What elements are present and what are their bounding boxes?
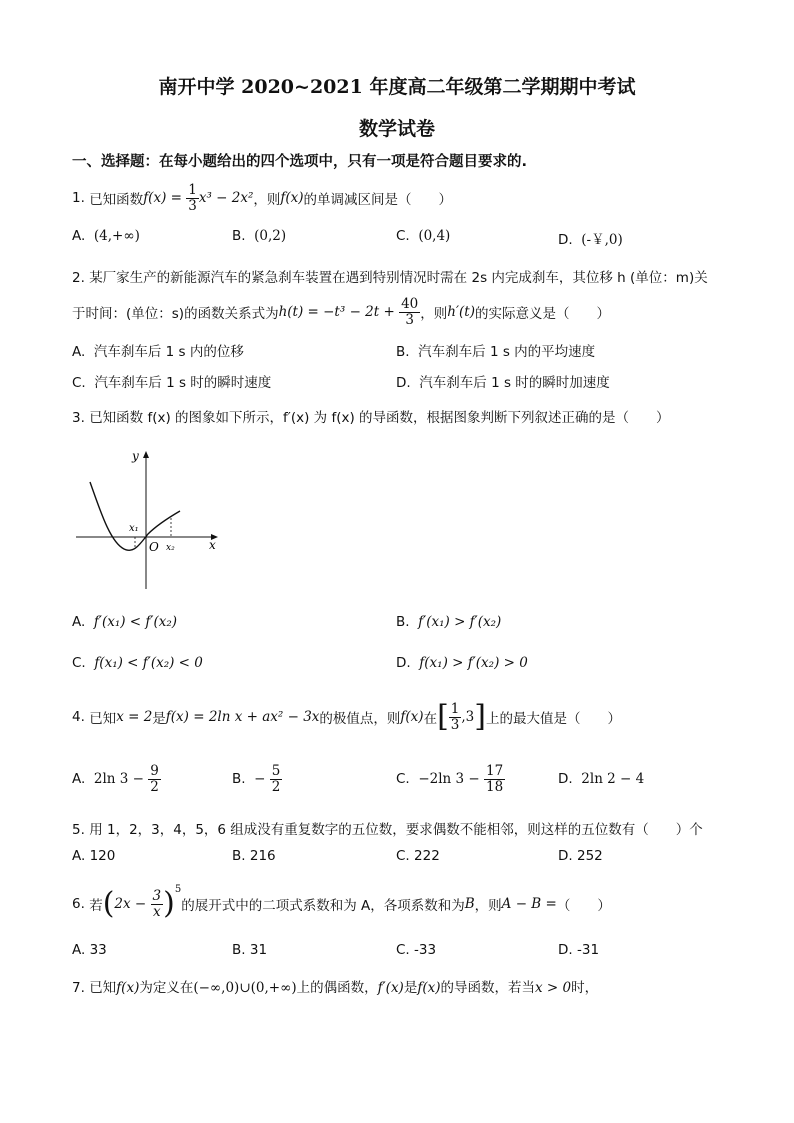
- option-text: -33: [414, 942, 437, 958]
- option-text: 2ln 2 − 4: [581, 771, 645, 787]
- fraction-denominator: x: [153, 903, 161, 920]
- option-label: D.: [396, 655, 411, 671]
- question-4: [72, 696, 621, 738]
- option-label: C.: [396, 848, 410, 864]
- option-a[interactable]: [72, 340, 244, 360]
- option-text: 汽车刹车后 1 s 内的位移: [93, 344, 244, 360]
- question-2: [72, 266, 708, 286]
- formula: f(x): [400, 709, 424, 725]
- question-number: 6.: [72, 896, 85, 912]
- option-label: B.: [396, 344, 410, 360]
- formula: x³ − 2x²: [198, 190, 254, 206]
- function-graph: [72, 448, 222, 593]
- option-text: −: [254, 771, 266, 787]
- formula: h(t) = −t³ − 2t +: [278, 304, 395, 320]
- option-text: f(x₁) < f′(x₂) < 0: [94, 655, 203, 671]
- option-label: D.: [558, 848, 573, 864]
- right-paren: ): [163, 886, 175, 921]
- option-a[interactable]: [72, 614, 177, 630]
- question-text: 上的最大值是（ ）: [485, 711, 621, 727]
- option-c[interactable]: [396, 848, 440, 864]
- fraction-denominator: 3: [450, 716, 460, 733]
- option-b[interactable]: [396, 614, 501, 630]
- option-d[interactable]: [396, 655, 528, 671]
- option-text: (0,4): [418, 228, 451, 244]
- fraction-numerator: 1: [450, 701, 460, 718]
- question-text: 是: [403, 980, 418, 996]
- fraction: [270, 764, 283, 793]
- question-3: [72, 406, 670, 426]
- option-label: C.: [396, 771, 410, 787]
- formula: f(x) =: [143, 190, 182, 206]
- question-text: 是: [152, 711, 166, 727]
- option-b[interactable]: [232, 758, 282, 800]
- formula: x = 2: [116, 709, 153, 725]
- option-b[interactable]: [396, 340, 595, 360]
- option-text: -31: [576, 942, 600, 958]
- question-number: 4.: [72, 709, 85, 725]
- right-bracket: ]: [474, 699, 486, 734]
- option-d[interactable]: [558, 942, 599, 958]
- option-text: 汽车刹车后 1 s 时的瞬时加速度: [419, 375, 610, 391]
- option-d[interactable]: [558, 758, 644, 800]
- question-text: 时，: [571, 980, 599, 996]
- x2-label: x₂: [166, 543, 175, 553]
- formula: f(x) = 2ln x + ax² − 3x: [165, 709, 320, 725]
- option-text: 2ln 3 −: [93, 771, 144, 787]
- question-text: 若: [89, 898, 103, 914]
- option-text: (4,+∞): [93, 228, 140, 244]
- question-number: 5.: [72, 822, 85, 838]
- option-label: A.: [72, 228, 86, 244]
- question-text: 上的偶函数，: [296, 980, 378, 996]
- origin-label: O: [149, 540, 159, 554]
- option-c[interactable]: [72, 655, 203, 671]
- question-text: 的极值点，则: [319, 711, 401, 727]
- option-label: B.: [232, 771, 246, 787]
- question-text: ，则: [420, 306, 448, 322]
- option-c[interactable]: [396, 942, 436, 958]
- formula: B: [464, 896, 475, 912]
- option-d[interactable]: [396, 371, 610, 391]
- option-text: 33: [89, 942, 107, 958]
- option-text: (-￥,0): [581, 232, 623, 248]
- option-label: D.: [558, 771, 573, 787]
- option-label: A.: [72, 848, 86, 864]
- option-text: (0,2): [254, 228, 287, 244]
- question-text: 某厂家生产的新能源汽车的紧急刹车装置在遇到特别情况时需在 2s 内完成刹车，其位移 h (单位：m)关: [89, 270, 708, 286]
- question-text: 的单调减区间是（ ）: [303, 192, 453, 208]
- option-text: −2ln 3 −: [418, 771, 480, 787]
- question-text: ，则: [253, 192, 281, 208]
- option-text: 120: [89, 848, 116, 864]
- fraction-denominator: 18: [486, 778, 504, 795]
- option-label: B.: [232, 942, 246, 958]
- option-label: A.: [72, 942, 86, 958]
- fraction-numerator: 5: [271, 763, 281, 780]
- question-number: 3.: [72, 410, 85, 426]
- fraction: [148, 764, 161, 793]
- option-label: C.: [72, 375, 86, 391]
- formula: f′(x): [377, 980, 404, 996]
- option-text: f(x₁) > f′(x₂) > 0: [419, 655, 528, 671]
- option-text: 222: [414, 848, 440, 864]
- formula: x > 0: [534, 980, 572, 996]
- fraction-numerator: 40: [401, 296, 419, 313]
- function-curve: [90, 482, 180, 550]
- option-a[interactable]: [72, 758, 161, 800]
- option-text: 汽车刹车后 1 s 时的瞬时速度: [94, 375, 272, 391]
- question-number: 2.: [72, 270, 85, 286]
- question-text: （ ）: [556, 898, 611, 914]
- page-subtitle: 数学试卷: [358, 118, 435, 140]
- formula: f(x): [280, 190, 304, 206]
- option-b[interactable]: [232, 848, 276, 864]
- x-axis-label: x: [209, 538, 216, 552]
- fraction-numerator: 1: [188, 182, 197, 199]
- question-text: ，则: [474, 898, 502, 914]
- y-axis-arrow: [143, 451, 149, 458]
- fraction-numerator: 3: [152, 888, 162, 905]
- left-paren: (: [102, 886, 115, 921]
- formula: 2x −: [114, 896, 147, 912]
- option-label: A.: [72, 614, 86, 630]
- question-6: [72, 882, 611, 926]
- question-5: [72, 818, 703, 838]
- option-label: A.: [72, 771, 86, 787]
- question-text: 的导函数，若当: [440, 980, 535, 996]
- option-a[interactable]: [72, 228, 140, 244]
- fraction: [186, 183, 199, 212]
- option-c[interactable]: [396, 758, 505, 800]
- y-axis-label: y: [132, 449, 139, 463]
- option-text: 汽车刹车后 1 s 内的平均速度: [418, 344, 596, 360]
- question-text: 为定义在: [139, 980, 194, 996]
- fraction: [151, 889, 164, 918]
- option-label: B.: [232, 848, 246, 864]
- question-7: [72, 976, 598, 996]
- option-label: C.: [396, 228, 410, 244]
- x1-label: x₁: [129, 523, 139, 534]
- question-text: 在: [423, 711, 438, 727]
- option-label: C.: [396, 942, 410, 958]
- option-text: f′(x₁) < f′(x₂): [93, 614, 178, 630]
- question-number: 7.: [72, 980, 85, 996]
- fraction-denominator: 2: [150, 778, 159, 795]
- question-number: 1.: [72, 190, 85, 206]
- option-d[interactable]: [558, 848, 603, 864]
- option-d[interactable]: [558, 228, 623, 248]
- option-label: C.: [72, 655, 86, 671]
- exponent: 5: [174, 884, 182, 895]
- option-c[interactable]: [72, 371, 271, 391]
- question-text: 已知: [89, 711, 117, 727]
- question-text: 的实际意义是（ ）: [475, 306, 610, 322]
- fraction-numerator: 17: [486, 763, 504, 780]
- formula: f(x): [417, 980, 441, 996]
- formula: f(x): [116, 980, 140, 996]
- formula: ,3: [461, 709, 475, 725]
- question-text: 的展开式中的二项式系数和为 A，各项系数和为: [181, 898, 465, 914]
- question-text: 已知函数 f(x) 的图象如下所示，f′(x) 为 f(x) 的导函数，根据图象判断下列叙述正确的是（ ）: [89, 410, 670, 426]
- option-text: 252: [576, 848, 603, 864]
- question-2-line2: [72, 292, 610, 332]
- option-a[interactable]: [72, 848, 115, 864]
- option-label: D.: [396, 375, 411, 391]
- formula: (−∞,0)∪(0,+∞): [193, 980, 297, 996]
- fraction-numerator: 9: [150, 763, 159, 780]
- fraction-denominator: 2: [271, 778, 281, 795]
- option-b[interactable]: [232, 228, 286, 244]
- fraction-denominator: 3: [405, 311, 414, 328]
- section-heading: 一、选择题：在每小题给出的四个选项中，只有一项是符合题目要求的.: [72, 154, 528, 170]
- option-c[interactable]: [396, 228, 450, 244]
- option-label: D.: [558, 232, 573, 248]
- option-label: A.: [72, 344, 86, 360]
- left-bracket: [: [437, 699, 449, 734]
- fraction: [399, 297, 420, 326]
- option-text: f′(x₁) > f′(x₂): [418, 614, 502, 630]
- page-title: 南开中学 2020~2021 年度高二年级第二学期期中考试: [158, 76, 636, 98]
- option-label: D.: [558, 942, 573, 958]
- option-label: B.: [396, 614, 410, 630]
- question-text: 已知函数: [89, 192, 144, 208]
- fraction: [484, 764, 505, 793]
- question-text: 已知: [89, 980, 117, 996]
- question-text: 于时间：(单位：s)的函数关系式为: [72, 306, 279, 322]
- option-text: 216: [249, 848, 276, 864]
- fraction: [449, 702, 462, 731]
- option-label: B.: [232, 228, 246, 244]
- formula: h′(t): [447, 304, 475, 320]
- question-1: [72, 178, 452, 218]
- option-a[interactable]: [72, 942, 107, 958]
- option-b[interactable]: [232, 942, 267, 958]
- formula: A − B =: [501, 896, 557, 912]
- option-text: 31: [249, 942, 268, 958]
- fraction-denominator: 3: [188, 197, 197, 214]
- question-text: 用 1，2，3，4，5，6 组成没有重复数字的五位数，要求偶数不能相邻，则这样的五位数有（ ）个: [89, 822, 703, 838]
